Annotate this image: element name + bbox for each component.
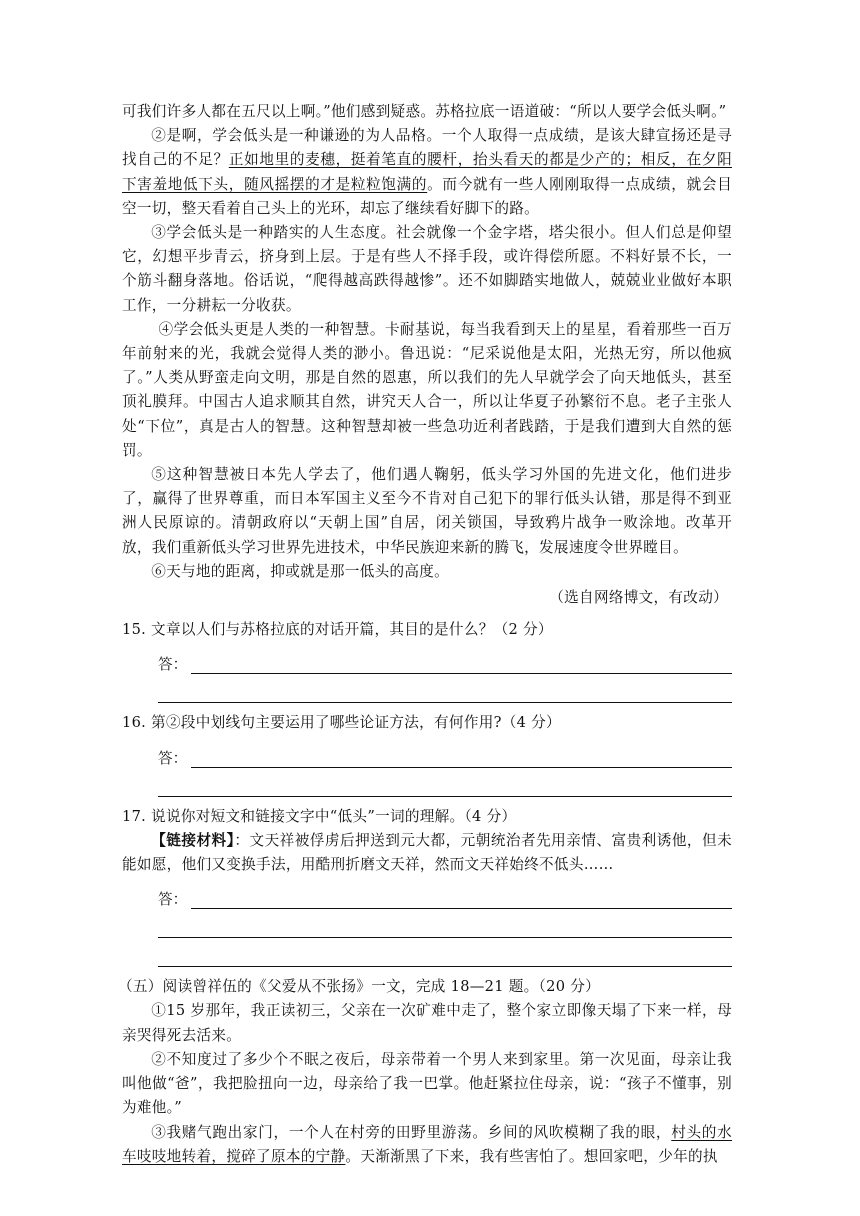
answer-line-17-2[interactable] <box>158 909 732 938</box>
answer-line-16-1[interactable] <box>122 740 732 768</box>
answer-line-17-3[interactable] <box>158 938 732 967</box>
p2-text-b: 。而今就有一些人刚刚取得一点成绩，就会目空一切，整天看着自己头上的光环，却忘了继续看好脚下的路。 <box>122 175 732 217</box>
p2-text-a: ②是啊，学会低头是一种谦逊的为人品格。一个人取得一点成绩，是该大肆宣扬还是寻找自己的不足？ <box>122 127 732 169</box>
answer-line-17-1[interactable] <box>122 881 732 909</box>
section-5-paragraph-1: ①15 岁那年，我正读初三，父亲在一次矿难中走了，整个家立即像天塌了下来一样，母亲哭得死去活来。 <box>122 1002 732 1044</box>
question-15: 15. 文章以人们与苏格拉底的对话开篇，其目的是什么？（2 分） <box>122 621 553 639</box>
passage-paragraph-3: ③学会低头是一种踏实的人生态度。社会就像一个金字塔，塔尖很小。但人们总是仰望它，幻想平步青云，挤身到上层。于是有些人不择手段，或许得偿所愿。不料好景不长，一个筋斗翻身落地。俗话说，“爬得越高跌得越惨”。还不如脚踏实地做人，兢兢业业做好本职工作，一分耕耘一分收获。 <box>122 224 732 314</box>
answer-line-16-2[interactable] <box>158 768 732 797</box>
passage-source: （选自网络博文，有改动） <box>549 589 728 607</box>
section-5-paragraph-2: ②不知度过了多少个不眠之夜后，母亲带着一个男人来到家里。第一次见面，母亲让我叫他做“爸”，我把脸扭向一边，母亲给了我一巴掌。他赶紧拉住母亲，说：“孩子不懂事，别为难他。” <box>122 1050 732 1117</box>
answer-blank[interactable] <box>191 655 732 674</box>
passage-paragraph-1-continued: 可我们许多人都在五尺以上啊。”他们感到疑惑。苏格拉底一语道破：“所以人要学会低头啊。” <box>122 103 727 120</box>
section-5-heading: （五）阅读曾祥伍的《父爱从不张扬》一文，完成 18—21 题。（20 分） <box>118 978 601 996</box>
passage-paragraph-2 <box>122 124 732 221</box>
answer-label: 答： <box>158 891 188 909</box>
s5p3-text-b: 。天渐渐黑了下来，我有些害怕了。想回家吧，少年的执 <box>345 1147 718 1165</box>
passage-paragraph-4: ④学会低头更是人类的一种智慧。卡耐基说，每当我看到天上的星星，看着那些一百万年前射来的光，我就会觉得人类的渺小。鲁迅说：“尼采说他是太阳，光热无穷，所以他疯了。”人类从野蛮走向文明，那是自然的恩惠，所以我们的先人早就学会了向天地低头，甚至顶礼膜拜。中国古人追求顺其自然，讲究天人合一，所以让华夏子孙繁衍不息。老子主张人处“下位”，真是古人的智慧。这种智慧却被一些急功近利者践踏，于是我们遭到大自然的惩罚。 <box>122 320 732 459</box>
answer-label: 答： <box>158 656 188 674</box>
question-16: 16. 第②段中划线句主要运用了哪些论证方法，有何作用?（4 分） <box>122 714 561 732</box>
answer-blank[interactable] <box>191 749 732 768</box>
answer-line-15-2[interactable] <box>158 674 732 703</box>
passage-paragraph-5: ⑤这种智慧被日本先人学去了，他们遇人鞠躬，低头学习外国的先进文化，他们进步了，赢得了世界尊重，而日本军国主义至今不肯对自己犯下的罪行低头认错，那是得不到亚洲人民原谅的。清朝政府以“天朝上国”自居，闭关锁国，导致鸦片战争一败涂地。改革开放，我们重新低头学习世界先进技术，中华民族迎来新的腾飞，发展速度令世界瞠目。 <box>122 466 732 556</box>
link-material-text: ：文天祥被俘虏后押送到元大都，元朝统治者先用亲情、富贵利诱他，但未能如愿，他们又变换手法，用酷刑折磨文天祥，然而文天祥始终不低头…… <box>122 831 732 874</box>
section-5-paragraph-3 <box>122 1121 732 1169</box>
answer-label: 答： <box>158 749 188 767</box>
link-material <box>122 829 732 877</box>
answer-blank[interactable] <box>191 890 732 909</box>
passage-paragraph-6: ⑥天与地的距离，抑或就是那一低头的高度。 <box>151 562 450 580</box>
exam-page <box>118 100 732 1169</box>
question-17: 17. 说说你对短文和链接文字中“低头”一词的理解。（4 分） <box>122 807 517 825</box>
s5p3-underlined-sentence: 村头的水车吱吱地转着，搅碎了原本的宁静 <box>122 1123 732 1165</box>
link-material-label: 【链接材料】 <box>151 831 235 849</box>
p2-underlined-sentence: 正如地里的麦穗，挺着笔直的腰杆，抬头看天的都是少产的；相反，在夕阳下害羞地低下头，随风摇摆的才是粒粒饱满的 <box>122 151 732 193</box>
answer-line-15-1[interactable] <box>122 646 732 674</box>
s5p3-text-a: ③我赌气跑出家门，一个人在村旁的田野里游荡。乡间的风吹模糊了我的眼， <box>151 1123 672 1141</box>
